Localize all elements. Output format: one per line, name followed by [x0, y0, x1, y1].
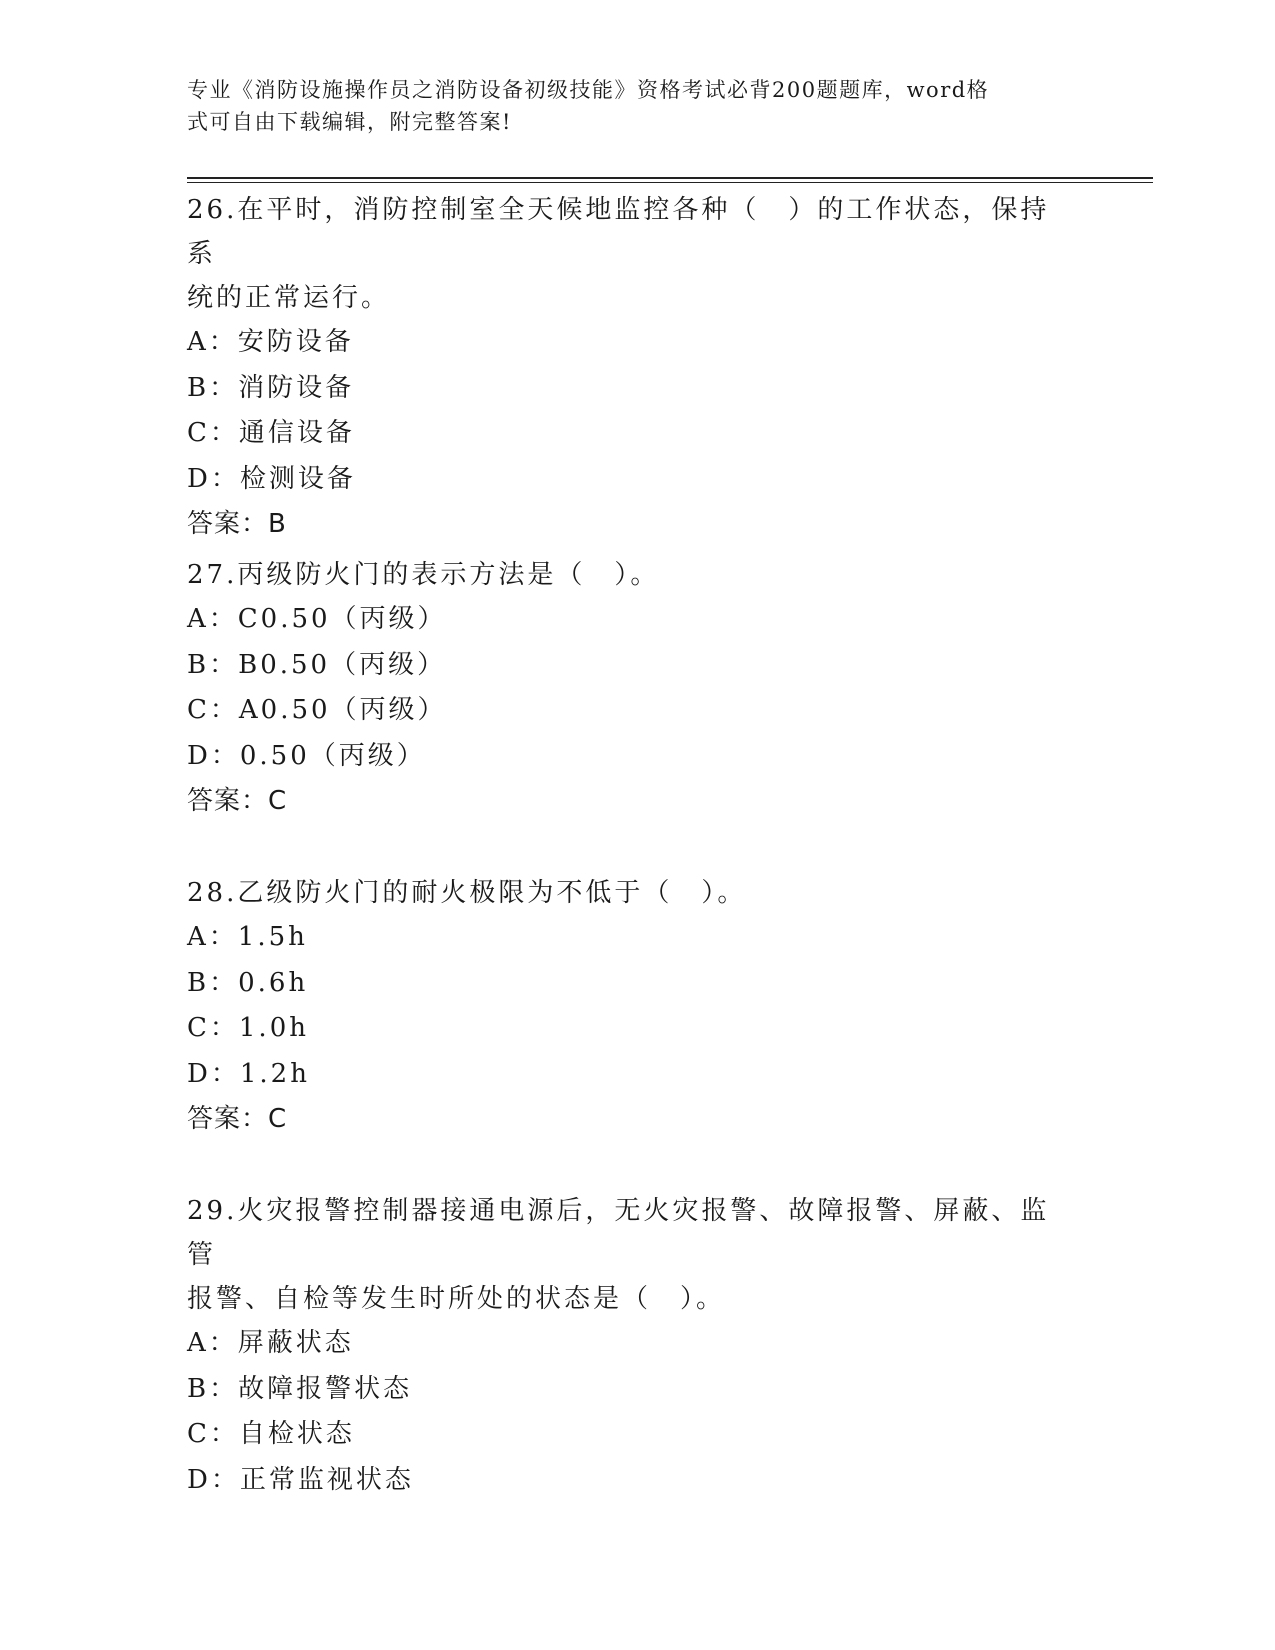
- document-header: [187, 74, 1067, 138]
- question-stem-line-2: 统的正常运行。: [187, 283, 391, 313]
- header-line-2: 式可自由下载编辑，附完整答案!: [187, 110, 512, 134]
- question-stem-line-1: 29.火灾报警控制器接通电源后，无火灾报警、故障报警、屏蔽、监管: [187, 1196, 1050, 1270]
- option-a: A：1.5h: [187, 922, 308, 952]
- question-26: [187, 188, 1067, 548]
- option-d: D：1.2h: [187, 1058, 310, 1089]
- option-a: A：安防设备: [187, 327, 354, 357]
- question-28: [187, 871, 1067, 1143]
- question-stem-line-2: 报警、自检等发生时所处的状态是（ ）。: [187, 1284, 726, 1314]
- option-d: D：检测设备: [187, 463, 356, 494]
- header-line-1: 专业《消防设施操作员之消防设备初级技能》资格考试必背200题题库，word格: [187, 78, 990, 102]
- option-b: B：B0.50（丙级）: [187, 649, 447, 680]
- option-c: C：通信设备: [187, 418, 355, 448]
- question-stem-line-1: 26.在平时，消防控制室全天候地监控各种（ ）的工作状态，保持系: [187, 195, 1050, 269]
- question-stem-line-1: 28.乙级防火门的耐火极限为不低于（ ）。: [187, 878, 747, 908]
- option-c: C：A0.50（丙级）: [187, 695, 447, 725]
- answer-line: 答案：C: [187, 786, 288, 816]
- option-b: B：消防设备: [187, 372, 355, 403]
- option-d: D：0.50（丙级）: [187, 740, 426, 771]
- option-a: A：C0.50（丙级）: [187, 604, 447, 634]
- option-a: A：屏蔽状态: [187, 1328, 354, 1358]
- question-29: [187, 1189, 1067, 1503]
- option-b: B：故障报警状态: [187, 1373, 413, 1404]
- header-divider-thick: [187, 177, 1153, 179]
- option-c: C：自检状态: [187, 1419, 355, 1449]
- option-c: C：1.0h: [187, 1013, 309, 1043]
- option-d: D：正常监视状态: [187, 1464, 414, 1495]
- answer-line: 答案：B: [187, 509, 287, 539]
- answer-line: 答案：C: [187, 1104, 288, 1134]
- option-b: B：0.6h: [187, 967, 309, 998]
- question-stem-line-1: 27.丙级防火门的表示方法是（ ）。: [187, 560, 660, 590]
- question-27: [187, 553, 1067, 825]
- header-divider-thin: [187, 182, 1153, 183]
